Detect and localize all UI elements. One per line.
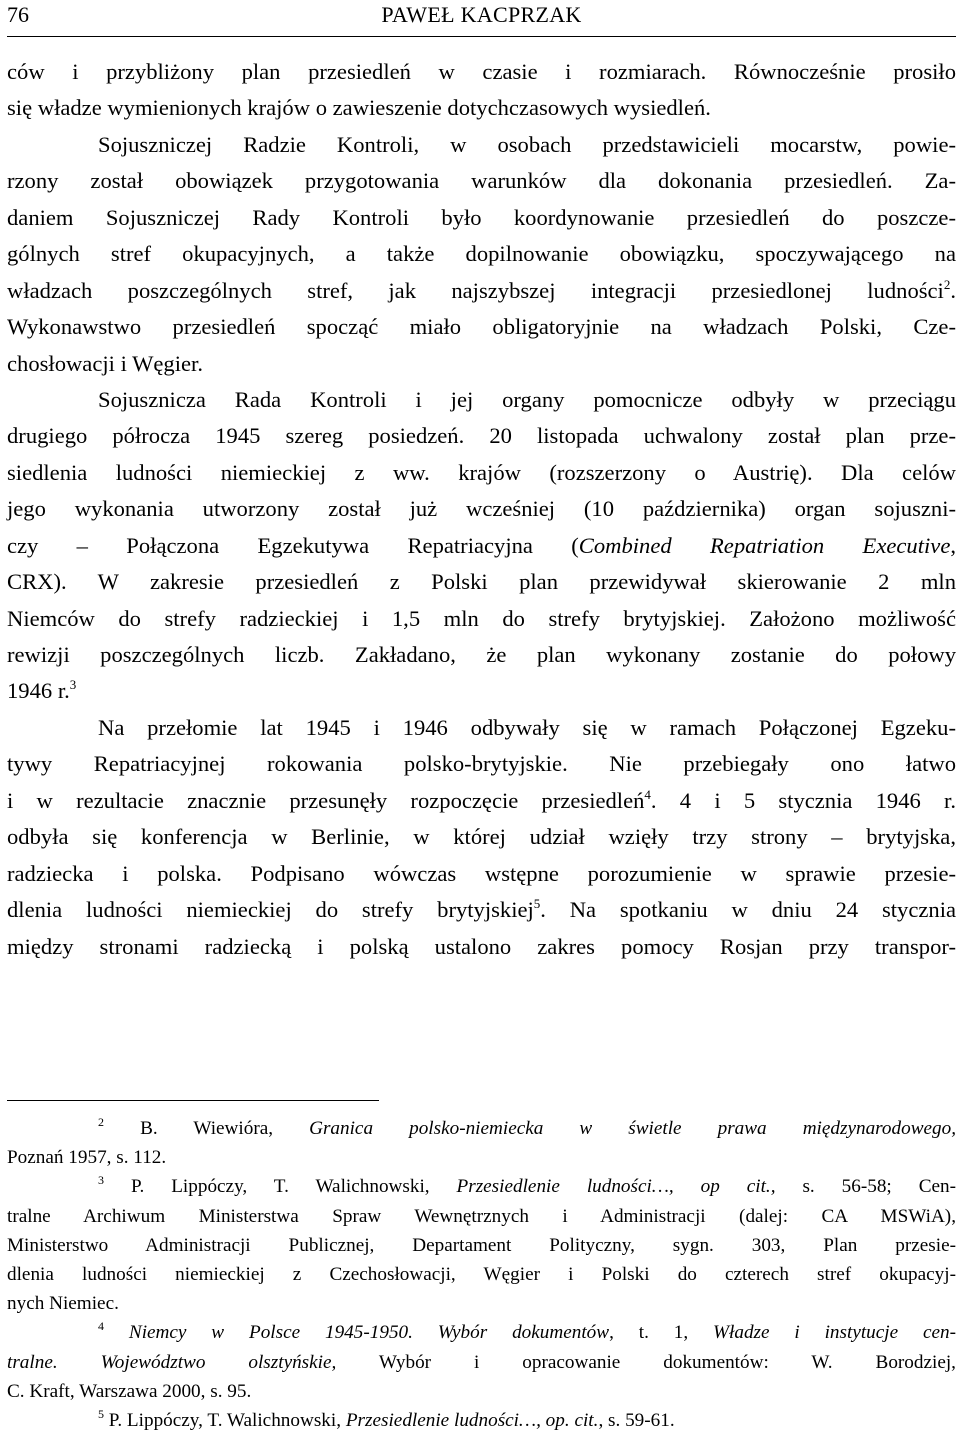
page-number: 76 bbox=[7, 2, 29, 27]
header-rule bbox=[7, 36, 956, 37]
footnote-separator bbox=[7, 1100, 379, 1101]
footnote-line: Ministerstwo Administracji Publicznej, Departament Polityczny, sygn. 303, Plan przesie- bbox=[7, 1234, 956, 1256]
body-line: Wykonawstwo przesiedleń spocząć miało obligatoryjnie na władzach Polski, Cze- bbox=[7, 314, 956, 340]
footnote-line: dlenia ludności niemieckiej z Czechosłowacji, Węgier i Polski do czterech stref okupacyj- bbox=[7, 1263, 956, 1285]
italic-title: Władze i instytucje cen- bbox=[713, 1322, 957, 1344]
body-line: Na przełomie lat 1945 i 1946 odbywały się w ramach Połączonej Egzeku- bbox=[98, 714, 956, 740]
body-text-run: , bbox=[950, 532, 956, 558]
body-line: drugiego półrocza 1945 szereg posiedzeń. 20 listopada uchwalony został plan prze- bbox=[7, 423, 956, 449]
footnote-text-run: P. Lippóczy, T. Walichnowski, bbox=[130, 1176, 457, 1198]
footnote-text-run: P. Lippóczy, T. Walichnowski, bbox=[108, 1409, 346, 1431]
body-text-run: władzach poszczególnych stref, jak najszybszej integracji przesiedlonej ludności bbox=[7, 277, 944, 303]
body-line: daniem Sojuszniczej Rady Kontroli było koordynowanie przesiedleń do poszcze- bbox=[7, 204, 956, 230]
body-text-run: 1946 r. bbox=[7, 678, 70, 704]
footnote-line: Poznań 1957, s. 112. bbox=[7, 1147, 167, 1169]
italic-title: Przesiedlenie ludności…, op. cit. bbox=[345, 1409, 599, 1431]
body-line: jego wykonania utworzony został już wcześniej (10 października) organ sojuszni- bbox=[7, 496, 956, 522]
document-page bbox=[7, 0, 957, 1431]
italic-title: Niemcy w Polsce 1945-1950. Wybór dokumentów bbox=[128, 1322, 610, 1344]
body-text-run: . bbox=[950, 277, 956, 303]
body-text-run: i w rezultacie znacznie przesunęły rozpoczęcie przesiedleń bbox=[7, 787, 645, 813]
footnote-line bbox=[7, 1318, 956, 1347]
body-line bbox=[7, 673, 956, 709]
body-line: siedlenia ludności niemieckiej z ww. krajów (rozszerzony o Austrię). Dla celów bbox=[7, 459, 956, 485]
footnote-ref[interactable]: 4 bbox=[644, 786, 651, 802]
footnotes bbox=[7, 1114, 956, 1435]
body-line bbox=[7, 528, 956, 564]
body-line: się władze wymienionych krajów o zawieszenie dotychczasowych wysiedleń. bbox=[7, 95, 711, 121]
footnote-number: 4 bbox=[98, 1319, 104, 1334]
footnote-line: tralne Archiwum Ministerstwa Spraw Wewnętrznych i Administracji (dalej: CA MSWiA), bbox=[7, 1205, 956, 1227]
footnote-number: 2 bbox=[98, 1115, 104, 1129]
footnote-text-run: s. 56-58; Cen- bbox=[775, 1176, 956, 1198]
italic-title: Granica polsko-niemiecka w świetle prawa międzynarodowego, bbox=[309, 1118, 957, 1139]
footnote-ref[interactable]: 2 bbox=[943, 276, 951, 292]
footnote-line bbox=[7, 1172, 956, 1201]
body-line bbox=[7, 783, 956, 819]
italic-title: Przesiedlenie ludności…, op cit., bbox=[456, 1176, 776, 1198]
body-text bbox=[7, 54, 956, 965]
body-line: gólnych stref okupacyjnych, a także dopilnowanie obowiązku, spoczywającego na bbox=[7, 241, 956, 267]
body-line: między stronami radziecką i polską ustalono zakres pomocy Rosjan przy transpor- bbox=[7, 933, 956, 959]
footnote-line: nych Niemiec. bbox=[7, 1293, 119, 1315]
body-line: Sojuszniczej Radzie Kontroli, w osobach przedstawicieli mocarstw, powie- bbox=[98, 131, 956, 157]
running-head: PAWEŁ KACPRZAK bbox=[381, 2, 582, 27]
body-line: odbyła się konferencja w Berlinie, w której udział wzięły trzy strony – brytyjska, bbox=[7, 824, 956, 850]
body-line: chosłowacji i Węgier. bbox=[7, 350, 203, 376]
footnote-line bbox=[7, 1114, 956, 1143]
body-line: Niemców do strefy radzieckiej i 1,5 mln do strefy brytyjskiej. Założono możliwość bbox=[7, 605, 956, 631]
body-line: tywy Repatriacyjnej rokowania polsko-brytyjskie. Nie przebiegały ono łatwo bbox=[7, 751, 956, 777]
body-line: rewizji poszczególnych liczb. Zakładano, że plan wykonany zostanie do połowy bbox=[7, 642, 956, 667]
footnote-ref[interactable]: 3 bbox=[69, 677, 77, 693]
footnote-text-run: B. Wiewióra, bbox=[140, 1118, 310, 1139]
body-line: rzony został obowiązek przygotowania warunków dla dokonania przesiedleń. Za- bbox=[7, 168, 956, 194]
footnote-number: 3 bbox=[98, 1173, 104, 1188]
body-line: radziecka i polska. Podpisano wówczas wstępne porozumienie w sprawie przesie- bbox=[7, 860, 956, 886]
body-line: CRX). W zakresie przesiedleń z Polski plan przewidywał skierowanie 2 mln bbox=[7, 569, 956, 595]
italic-title: Combined Repatriation Executive bbox=[578, 532, 951, 558]
body-line: ców i przybliżony plan przesiedleń w czasie i rozmiarach. Równocześnie prosiło bbox=[7, 59, 956, 84]
footnote-line: C. Kraft, Warszawa 2000, s. 95. bbox=[7, 1380, 252, 1402]
footnote-number: 5 bbox=[98, 1406, 104, 1421]
footnote-text-run: , t. 1, bbox=[609, 1322, 714, 1344]
body-line bbox=[7, 273, 956, 309]
footnote-text-run: Wybór i opracowanie dokumentów: W. Borodziej, bbox=[336, 1351, 956, 1373]
body-line bbox=[7, 892, 956, 928]
body-line: Sojusznicza Rada Kontroli i jej organy pomocnicze odbyły w przeciągu bbox=[98, 386, 956, 412]
footnote-text-run: , s. 59-61. bbox=[598, 1409, 675, 1431]
body-text-run: czy – Połączona Egzekutywa Repatriacyjna ( bbox=[7, 532, 579, 558]
body-text-run: . 4 i 5 stycznia 1946 r. bbox=[650, 787, 956, 813]
page-header bbox=[7, 0, 956, 34]
footnote-line bbox=[7, 1348, 956, 1377]
italic-title: tralne. Województwo olsztyńskie, bbox=[7, 1351, 337, 1373]
body-text-run: dlenia ludności niemieckiej do strefy brytyjskiej bbox=[7, 897, 534, 923]
footnote-ref[interactable]: 5 bbox=[533, 896, 541, 912]
footnote-line bbox=[7, 1406, 956, 1435]
body-text-run: . Na spotkaniu w dniu 24 stycznia bbox=[540, 897, 956, 923]
